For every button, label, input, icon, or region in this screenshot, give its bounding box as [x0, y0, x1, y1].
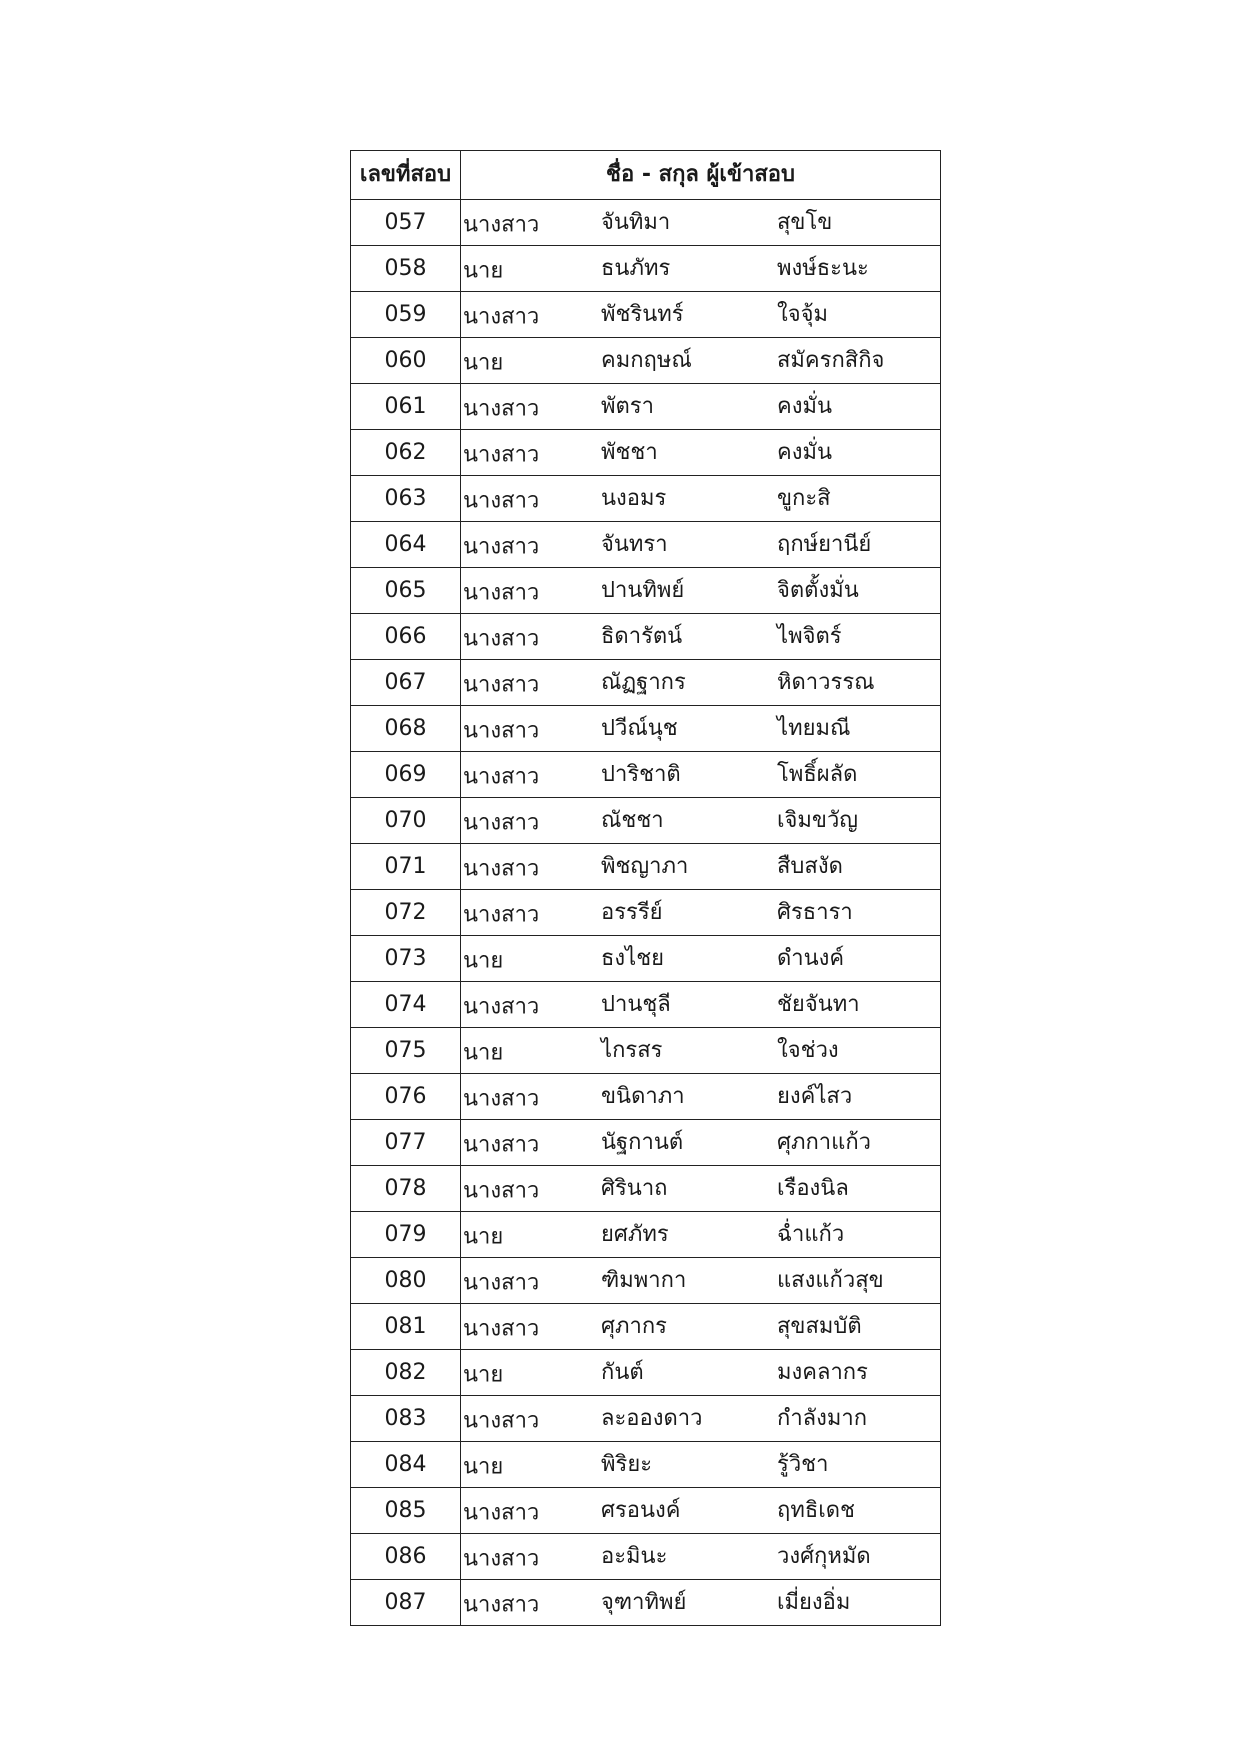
- name-title: นาย: [463, 948, 504, 974]
- exam-number-cell: 073: [351, 936, 461, 982]
- name-title: นาย: [463, 258, 504, 284]
- table-row: [351, 890, 941, 936]
- last-name: ฉ่ำแก้ว: [777, 1221, 845, 1247]
- first-name: ปวีณ์นุช: [601, 715, 678, 741]
- table-row: [351, 614, 941, 660]
- name-title: นางสาว: [463, 810, 540, 836]
- full-name-cell: [461, 1212, 941, 1258]
- name-title: นาย: [463, 1224, 504, 1250]
- last-name: ยงค์ไสว: [777, 1083, 853, 1109]
- last-name: ศุภกาแก้ว: [777, 1129, 871, 1155]
- full-name-cell: [461, 292, 941, 338]
- first-name: พัตรา: [601, 393, 654, 419]
- name-title: นางสาว: [463, 580, 540, 606]
- name-title: นางสาว: [463, 626, 540, 652]
- exam-number-cell: 087: [351, 1580, 461, 1626]
- first-name: คมกฤษณ์: [601, 347, 692, 373]
- exam-number-cell: 068: [351, 706, 461, 752]
- name-title: นางสาว: [463, 718, 540, 744]
- table-row: [351, 430, 941, 476]
- exam-number-cell: 057: [351, 200, 461, 246]
- last-name: สืบสงัด: [777, 853, 843, 879]
- first-name: ศรอนงค์: [601, 1497, 681, 1523]
- full-name-cell: [461, 844, 941, 890]
- table-row: [351, 292, 941, 338]
- exam-number-cell: 060: [351, 338, 461, 384]
- name-title: นางสาว: [463, 396, 540, 422]
- name-title: นางสาว: [463, 1592, 540, 1618]
- last-name: เรืองนิล: [777, 1175, 849, 1201]
- exam-number-cell: 061: [351, 384, 461, 430]
- exam-number-cell: 079: [351, 1212, 461, 1258]
- exam-number-cell: 081: [351, 1304, 461, 1350]
- exam-number-cell: 058: [351, 246, 461, 292]
- exam-number-cell: 082: [351, 1350, 461, 1396]
- full-name-cell: [461, 1258, 941, 1304]
- table-row: [351, 476, 941, 522]
- table-row: [351, 1258, 941, 1304]
- last-name: ฤกษ์ยานีย์: [777, 531, 872, 557]
- first-name: พัชรินทร์: [601, 301, 684, 327]
- exam-number-cell: 084: [351, 1442, 461, 1488]
- last-name: กำลังมาก: [777, 1405, 868, 1431]
- first-name: ละอองดาว: [601, 1405, 703, 1431]
- exam-number-cell: 062: [351, 430, 461, 476]
- full-name-cell: [461, 1580, 941, 1626]
- first-name: นัฐกานต์: [601, 1129, 684, 1155]
- exam-number-cell: 065: [351, 568, 461, 614]
- table-row: [351, 936, 941, 982]
- table-row: [351, 1028, 941, 1074]
- exam-number-cell: 070: [351, 798, 461, 844]
- last-name: เจิมขวัญ: [777, 807, 859, 833]
- first-name: ฑิมพากา: [601, 1267, 687, 1293]
- last-name: ฤทธิเดช: [777, 1497, 855, 1523]
- name-title: นางสาว: [463, 1270, 540, 1296]
- table-row: [351, 1580, 941, 1626]
- first-name: พัชชา: [601, 439, 658, 465]
- header-exam-number: เลขที่สอบ: [351, 151, 461, 200]
- table-row: [351, 568, 941, 614]
- table-row: [351, 1442, 941, 1488]
- full-name-cell: [461, 936, 941, 982]
- full-name-cell: [461, 798, 941, 844]
- table-row: [351, 1488, 941, 1534]
- first-name: อะมินะ: [601, 1543, 668, 1569]
- exam-number-cell: 063: [351, 476, 461, 522]
- first-name: ธงไชย: [601, 945, 665, 971]
- name-title: นาย: [463, 1362, 504, 1388]
- exam-number-cell: 059: [351, 292, 461, 338]
- full-name-cell: [461, 1350, 941, 1396]
- table-row: [351, 982, 941, 1028]
- name-title: นาย: [463, 350, 504, 376]
- full-name-cell: [461, 1166, 941, 1212]
- last-name: ไทยมณี: [777, 715, 851, 741]
- last-name: แสงแก้วสุข: [777, 1267, 884, 1293]
- table-row: [351, 660, 941, 706]
- name-title: นางสาว: [463, 1178, 540, 1204]
- full-name-cell: [461, 614, 941, 660]
- last-name: โพธิ์ผลัด: [777, 761, 858, 787]
- first-name: ธิดารัตน์: [601, 623, 683, 649]
- name-title: นางสาว: [463, 534, 540, 560]
- name-title: นางสาว: [463, 1546, 540, 1572]
- full-name-cell: [461, 200, 941, 246]
- header-full-name: ชื่อ - สกุล ผู้เข้าสอบ: [461, 151, 941, 200]
- exam-number-cell: 078: [351, 1166, 461, 1212]
- full-name-cell: [461, 890, 941, 936]
- full-name-cell: [461, 1120, 941, 1166]
- last-name: สุขโข: [777, 209, 833, 235]
- first-name: นงอมร: [601, 485, 667, 511]
- full-name-cell: [461, 660, 941, 706]
- table-header-row: [351, 151, 941, 200]
- full-name-cell: [461, 338, 941, 384]
- last-name: ใจช่วง: [777, 1037, 839, 1063]
- exam-number-cell: 069: [351, 752, 461, 798]
- full-name-cell: [461, 1304, 941, 1350]
- full-name-cell: [461, 568, 941, 614]
- exam-number-cell: 064: [351, 522, 461, 568]
- exam-number-cell: 086: [351, 1534, 461, 1580]
- first-name: ธนภัทร: [601, 255, 671, 281]
- name-title: นางสาว: [463, 1132, 540, 1158]
- table-row: [351, 706, 941, 752]
- name-title: นางสาว: [463, 1086, 540, 1112]
- name-title: นางสาว: [463, 1500, 540, 1526]
- full-name-cell: [461, 706, 941, 752]
- exam-number-cell: 067: [351, 660, 461, 706]
- last-name: เมี่ยงอิ่ม: [777, 1589, 851, 1615]
- table-row: [351, 1212, 941, 1258]
- name-title: นางสาว: [463, 1408, 540, 1434]
- exam-number-cell: 075: [351, 1028, 461, 1074]
- table-row: [351, 1166, 941, 1212]
- exam-number-cell: 076: [351, 1074, 461, 1120]
- last-name: ชัยจันทา: [777, 991, 860, 1017]
- first-name: ศิรินาถ: [601, 1175, 668, 1201]
- table-row: [351, 1350, 941, 1396]
- last-name: พงษ์ธะนะ: [777, 255, 869, 281]
- table-row: [351, 384, 941, 430]
- name-title: นางสาว: [463, 442, 540, 468]
- table-row: [351, 844, 941, 890]
- exam-number-cell: 085: [351, 1488, 461, 1534]
- last-name: สมัครกสิกิจ: [777, 347, 885, 373]
- last-name: รู้วิชา: [777, 1451, 829, 1477]
- full-name-cell: [461, 1442, 941, 1488]
- table-row: [351, 522, 941, 568]
- table-row: [351, 338, 941, 384]
- full-name-cell: [461, 1028, 941, 1074]
- last-name: ขูกะสิ: [777, 485, 831, 511]
- first-name: ไกรสร: [601, 1037, 663, 1063]
- name-title: นางสาว: [463, 212, 540, 238]
- name-title: นางสาว: [463, 672, 540, 698]
- last-name: คงมั่น: [777, 439, 832, 465]
- full-name-cell: [461, 1074, 941, 1120]
- last-name: ศิรธารา: [777, 899, 853, 925]
- first-name: ปาริชาติ: [601, 761, 681, 787]
- exam-number-cell: 083: [351, 1396, 461, 1442]
- first-name: พิริยะ: [601, 1451, 653, 1477]
- exam-number-cell: 072: [351, 890, 461, 936]
- last-name: สุขสมบัติ: [777, 1313, 862, 1339]
- full-name-cell: [461, 246, 941, 292]
- exam-number-cell: 077: [351, 1120, 461, 1166]
- full-name-cell: [461, 1488, 941, 1534]
- first-name: ศุภากร: [601, 1313, 667, 1339]
- exam-number-cell: 080: [351, 1258, 461, 1304]
- name-title: นางสาว: [463, 488, 540, 514]
- table-row: [351, 1534, 941, 1580]
- first-name: ณัฏฐากร: [601, 669, 686, 695]
- name-title: นาย: [463, 1454, 504, 1480]
- name-title: นางสาว: [463, 994, 540, 1020]
- last-name: ไพจิตร์: [777, 623, 842, 649]
- examinee-table: [350, 150, 941, 1626]
- name-title: นางสาว: [463, 304, 540, 330]
- first-name: จันทิมา: [601, 209, 671, 235]
- table-row: [351, 1396, 941, 1442]
- full-name-cell: [461, 430, 941, 476]
- first-name: ณัชชา: [601, 807, 664, 833]
- name-title: นางสาว: [463, 1316, 540, 1342]
- first-name: ปานชุลี: [601, 991, 671, 1017]
- table-row: [351, 798, 941, 844]
- full-name-cell: [461, 522, 941, 568]
- table-row: [351, 1120, 941, 1166]
- first-name: ยศภัทร: [601, 1221, 669, 1247]
- table-row: [351, 1074, 941, 1120]
- exam-number-cell: 074: [351, 982, 461, 1028]
- first-name: พิชญาภา: [601, 853, 689, 879]
- exam-number-cell: 071: [351, 844, 461, 890]
- name-title: นางสาว: [463, 764, 540, 790]
- full-name-cell: [461, 982, 941, 1028]
- name-title: นาย: [463, 1040, 504, 1066]
- first-name: อรรรีย์: [601, 899, 663, 925]
- exam-number-cell: 066: [351, 614, 461, 660]
- last-name: วงศ์กุหมัด: [777, 1543, 871, 1569]
- table-body: [351, 200, 941, 1626]
- table-row: [351, 246, 941, 292]
- name-title: นางสาว: [463, 902, 540, 928]
- full-name-cell: [461, 384, 941, 430]
- table-row: [351, 200, 941, 246]
- full-name-cell: [461, 476, 941, 522]
- last-name: คงมั่น: [777, 393, 832, 419]
- full-name-cell: [461, 1534, 941, 1580]
- last-name: ดำนงค์: [777, 945, 845, 971]
- first-name: กันต์: [601, 1359, 644, 1385]
- first-name: ขนิดาภา: [601, 1083, 685, 1109]
- first-name: ปานทิพย์: [601, 577, 685, 603]
- full-name-cell: [461, 752, 941, 798]
- last-name: หิดาวรรณ: [777, 669, 875, 695]
- full-name-cell: [461, 1396, 941, 1442]
- last-name: จิตตั้งมั่น: [777, 577, 859, 603]
- name-title: นางสาว: [463, 856, 540, 882]
- last-name: ใจจุ้ม: [777, 301, 829, 327]
- first-name: จันทรา: [601, 531, 668, 557]
- last-name: มงคลากร: [777, 1359, 868, 1385]
- table-row: [351, 1304, 941, 1350]
- table-row: [351, 752, 941, 798]
- first-name: จุฑาทิพย์: [601, 1589, 687, 1615]
